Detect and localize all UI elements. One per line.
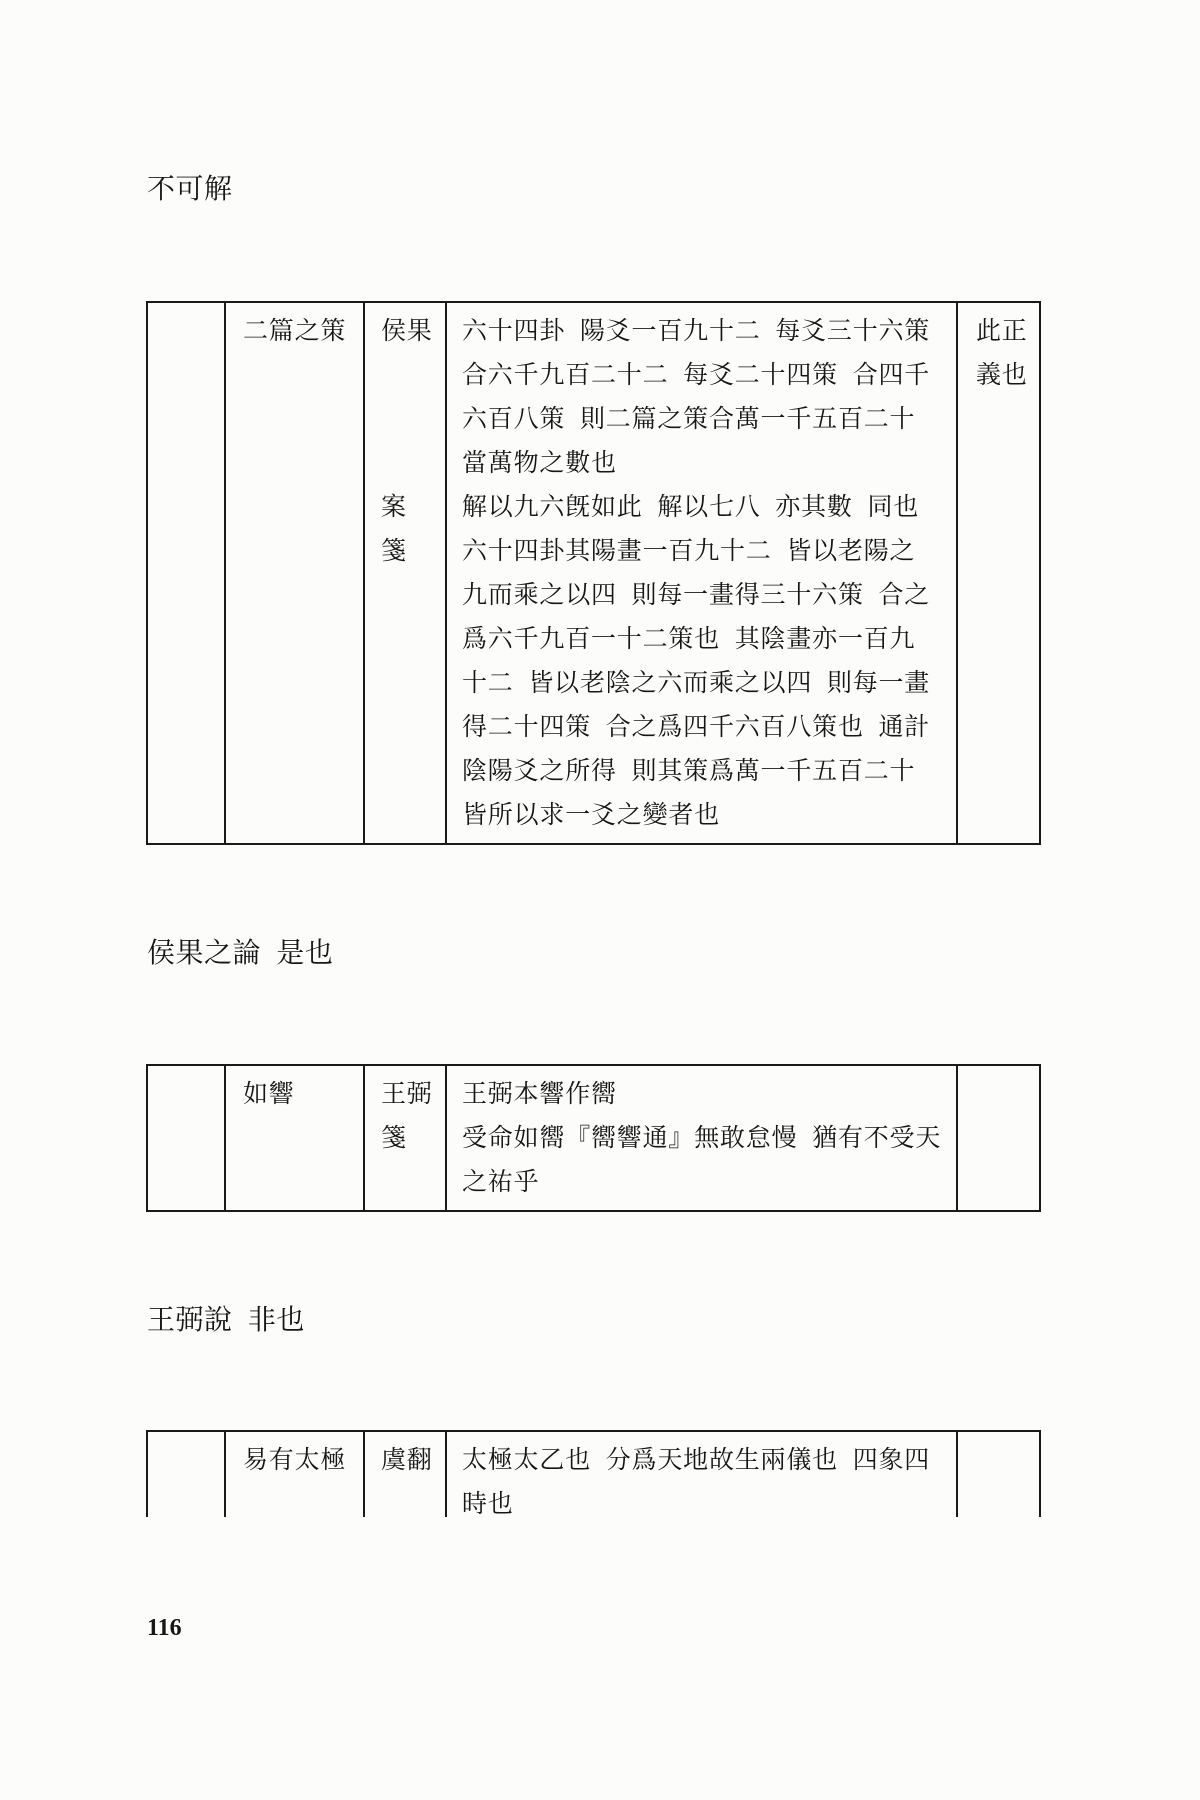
commentary-line: 得二十四策 合之爲四千六百八策也 通計 [462, 712, 931, 741]
source-label: 案 [381, 492, 407, 521]
source-label: 侯果 [381, 316, 433, 345]
commentary-cell [447, 303, 958, 485]
page-number: 116 [147, 1615, 182, 1641]
term-label: 易有太極 [243, 1445, 347, 1474]
remark-line: 此正 [976, 316, 1028, 345]
commentary-table [146, 1064, 1041, 1212]
source-label: 虞翻 [381, 1445, 433, 1474]
commentary-cell [447, 1432, 958, 1517]
section-heading: 侯果之論 是也 [147, 936, 334, 969]
commentary-line: 六十四卦 陽爻一百九十二 每爻三十六策 [462, 316, 931, 345]
source-cell [365, 303, 447, 485]
remark-cell [958, 1066, 1039, 1210]
commentary-cell [447, 485, 958, 843]
commentary-line: 之祐乎 [462, 1167, 540, 1196]
remark-line: 義也 [976, 360, 1028, 389]
source-cell [365, 1432, 447, 1517]
commentary-line: 解以九六旣如此 解以七八 亦其數 同也 [462, 492, 920, 521]
source-cell [365, 485, 447, 843]
commentary-line: 爲六千九百一十二策也 其陰畫亦一百九 [462, 624, 916, 653]
term-cell [226, 303, 365, 843]
commentary-line: 十二 皆以老陰之六而乘之以四 則每一畫 [462, 668, 931, 697]
commentary-line: 當萬物之數也 [462, 448, 617, 477]
section-heading: 不可解 [147, 172, 233, 205]
section-heading: 王弼說 非也 [147, 1303, 305, 1336]
blank-column [148, 303, 226, 843]
commentary-cell [447, 1066, 958, 1210]
commentary-line: 合六千九百二十二 每爻二十四策 合四千 [462, 360, 931, 389]
commentary-line: 太極太乙也 分爲天地故生兩儀也 四象四 [462, 1445, 931, 1474]
commentary-line: 六百八策 則二篇之策合萬一千五百二十 [462, 404, 916, 433]
blank-column [148, 1066, 226, 1210]
source-cell [365, 1066, 447, 1210]
commentary-table [146, 1430, 1041, 1517]
term-label: 二篇之策 [243, 316, 347, 345]
term-cell [226, 1432, 365, 1517]
commentary-line: 九而乘之以四 則每一畫得三十六策 合之 [462, 580, 931, 609]
commentary-line: 皆所以求一爻之變者也 [462, 800, 721, 829]
remark-cell [958, 303, 1039, 843]
source-label: 箋 [381, 536, 407, 565]
commentary-line: 時也 [462, 1489, 514, 1518]
commentary-line: 陰陽爻之所得 則其策爲萬一千五百二十 [462, 756, 916, 785]
term-label: 如響 [243, 1079, 295, 1108]
blank-column [148, 1432, 226, 1517]
source-label: 箋 [381, 1123, 407, 1152]
commentary-table [146, 301, 1041, 845]
source-label: 王弼 [381, 1079, 433, 1108]
term-cell [226, 1066, 365, 1210]
commentary-line: 受命如嚮『嚮響通』無敢怠慢 猶有不受天 [462, 1123, 942, 1152]
commentary-line: 王弼本響作嚮 [462, 1079, 617, 1108]
remark-cell [958, 1432, 1039, 1517]
commentary-line: 六十四卦其陽畫一百九十二 皆以老陽之 [462, 536, 916, 565]
